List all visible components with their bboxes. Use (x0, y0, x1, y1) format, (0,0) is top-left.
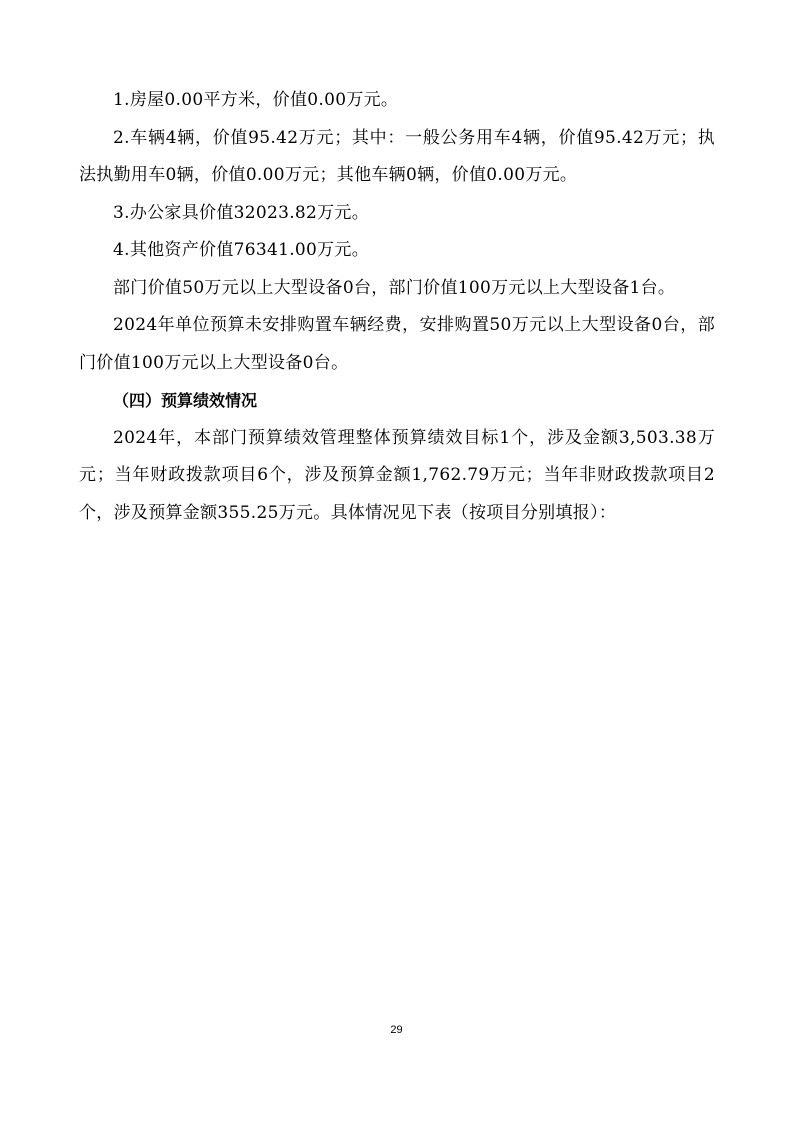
document-body (79, 82, 715, 532)
asset-other-paragraph: 4.其他资产价值76341.00万元。 (113, 240, 370, 260)
asset-furniture-paragraph: 3.办公家具价值32023.82万元。 (113, 202, 370, 223)
asset-house-paragraph: 1.房屋0.00平方米，价值0.00万元。 (113, 90, 399, 110)
section-heading: （四）预算绩效情况 (113, 391, 258, 410)
performance-paragraph: 2024年，本部门预算绩效管理整体预算绩效目标1个，涉及金额3,503.38万元；当年财政拨款项目6个，涉及预算金额1,762.79万元；当年非财政拨款项目2个，涉及预算金额355.25万元。具体情况见下表（按项目分别填报）： (79, 427, 715, 523)
page-number: 29 (390, 1024, 403, 1036)
large-equipment-paragraph: 部门价值50万元以上大型设备0台，部门价值100万元以上大型设备1台。 (113, 277, 676, 298)
purchase-plan-paragraph: 2024年单位预算未安排购置车辆经费，安排购置50万元以上大型设备0台，部门价值100万元以上大型设备0台。 (79, 315, 715, 373)
asset-vehicle-paragraph: 2.车辆4辆，价值95.42万元；其中：一般公务用车4辆，价值95.42万元；执法执勤用车0辆，价值0.00万元；其他车辆0辆，价值0.00万元。 (79, 127, 715, 185)
